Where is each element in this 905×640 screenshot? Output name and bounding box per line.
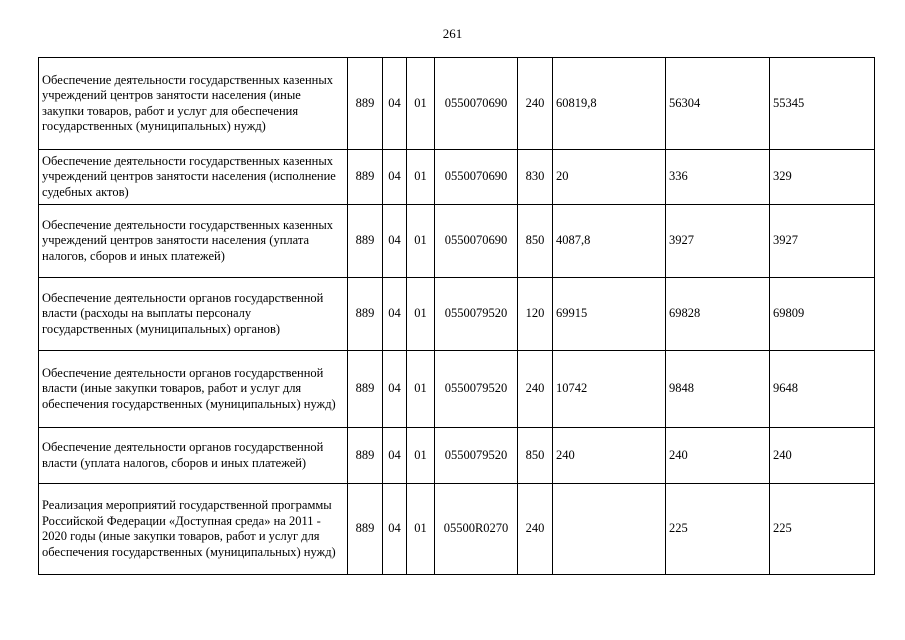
amount-year2-cell: 336	[666, 150, 770, 205]
target-article-cell: 0550070690	[435, 205, 518, 278]
expense-type-cell: 850	[518, 428, 553, 484]
subsection-code-cell: 01	[407, 428, 435, 484]
amount-year2-cell: 3927	[666, 205, 770, 278]
target-article-cell: 0550070690	[435, 58, 518, 150]
subsection-code-cell: 01	[407, 484, 435, 575]
section-code-cell: 04	[383, 278, 407, 351]
ministry-code-cell: 889	[348, 428, 383, 484]
ministry-code-cell: 889	[348, 484, 383, 575]
row-name-cell: Обеспечение деятельности государственных казенных учреждений центров занятости населения (уплата налогов, сборов и иных платежей)	[39, 205, 348, 278]
expense-type-cell: 240	[518, 58, 553, 150]
expense-type-cell: 240	[518, 484, 553, 575]
amount-year3-cell: 69809	[770, 278, 875, 351]
ministry-code-cell: 889	[348, 205, 383, 278]
subsection-code-cell: 01	[407, 150, 435, 205]
amount-year1-cell: 4087,8	[553, 205, 666, 278]
page-number: 261	[442, 26, 463, 41]
amount-year2-cell: 9848	[666, 351, 770, 428]
row-name-cell: Обеспечение деятельности органов государственной власти (расходы на выплаты персоналу государственных (муниципальных) органов)	[39, 278, 348, 351]
table-row	[39, 428, 875, 484]
expense-type-cell: 240	[518, 351, 553, 428]
table-row	[39, 58, 875, 150]
ministry-code-cell: 889	[348, 58, 383, 150]
ministry-code-cell: 889	[348, 351, 383, 428]
amount-year3-cell: 240	[770, 428, 875, 484]
section-code-cell: 04	[383, 150, 407, 205]
table-row	[39, 150, 875, 205]
section-code-cell: 04	[383, 484, 407, 575]
row-name-cell: Обеспечение деятельности органов государственной власти (уплата налогов, сборов и иных платежей)	[39, 428, 348, 484]
amount-year1-cell	[553, 484, 666, 575]
section-code-cell: 04	[383, 428, 407, 484]
subsection-code-cell: 01	[407, 58, 435, 150]
target-article-cell: 05500R0270	[435, 484, 518, 575]
target-article-cell: 0550070690	[435, 150, 518, 205]
subsection-code-cell: 01	[407, 351, 435, 428]
subsection-code-cell: 01	[407, 278, 435, 351]
amount-year3-cell: 3927	[770, 205, 875, 278]
amount-year2-cell: 56304	[666, 58, 770, 150]
amount-year3-cell: 225	[770, 484, 875, 575]
row-name-cell: Обеспечение деятельности государственных казенных учреждений центров занятости населения (исполнение судебных актов)	[39, 150, 348, 205]
section-code-cell: 04	[383, 351, 407, 428]
table-row	[39, 484, 875, 575]
amount-year1-cell: 69915	[553, 278, 666, 351]
ministry-code-cell: 889	[348, 150, 383, 205]
amount-year2-cell: 240	[666, 428, 770, 484]
target-article-cell: 0550079520	[435, 278, 518, 351]
row-name-cell: Обеспечение деятельности государственных казенных учреждений центров занятости населения (иные закупки товаров, работ и услуг для обеспечения государственных (муниципальных) нужд)	[39, 58, 348, 150]
budget-table	[38, 57, 875, 575]
row-name-cell: Реализация мероприятий государственной программы Российской Федерации «Доступная среда» на 2011 - 2020 годы (иные закупки товаров, работ и услуг для обеспечения государственных (муниципальных) нужд)	[39, 484, 348, 575]
ministry-code-cell: 889	[348, 278, 383, 351]
amount-year2-cell: 69828	[666, 278, 770, 351]
amount-year1-cell: 10742	[553, 351, 666, 428]
table-row	[39, 278, 875, 351]
subsection-code-cell: 01	[407, 205, 435, 278]
section-code-cell: 04	[383, 58, 407, 150]
table-row	[39, 351, 875, 428]
amount-year3-cell: 55345	[770, 58, 875, 150]
amount-year1-cell: 60819,8	[553, 58, 666, 150]
amount-year2-cell: 225	[666, 484, 770, 575]
expense-type-cell: 120	[518, 278, 553, 351]
section-code-cell: 04	[383, 205, 407, 278]
table-row	[39, 205, 875, 278]
expense-type-cell: 830	[518, 150, 553, 205]
target-article-cell: 0550079520	[435, 428, 518, 484]
amount-year3-cell: 329	[770, 150, 875, 205]
amount-year1-cell: 20	[553, 150, 666, 205]
amount-year3-cell: 9648	[770, 351, 875, 428]
row-name-cell: Обеспечение деятельности органов государственной власти (иные закупки товаров, работ и услуг для обеспечения государственных (муниципальных) нужд)	[39, 351, 348, 428]
target-article-cell: 0550079520	[435, 351, 518, 428]
amount-year1-cell: 240	[553, 428, 666, 484]
expense-type-cell: 850	[518, 205, 553, 278]
